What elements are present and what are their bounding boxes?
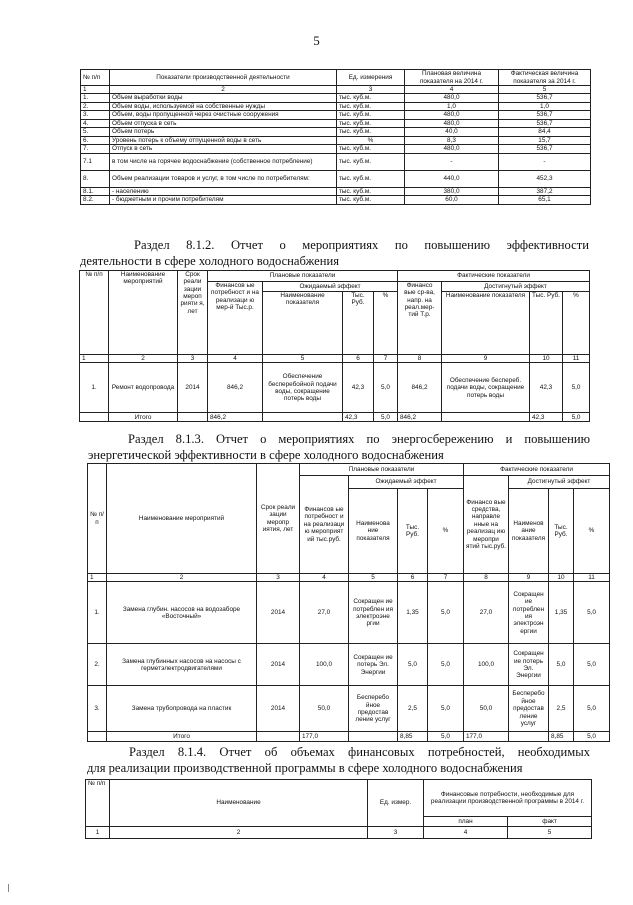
- row-measure-name: Замена трубопровода на пластик: [107, 686, 257, 732]
- row-indicator: Объем выработки воды: [110, 94, 337, 103]
- row-num: 3.: [81, 111, 110, 120]
- column-numbers-row: [88, 574, 610, 582]
- column-number: 1: [86, 827, 110, 839]
- column-number: 3: [368, 827, 424, 839]
- total-plan-finance: 846,2: [208, 413, 263, 422]
- header-fact-finance: Финансо вые средства, направле нные на реализац ию меропри ятий тыс.руб.: [464, 476, 509, 574]
- row-plan-finance: 846,2: [208, 363, 263, 413]
- total-plan-finance: 177,0: [300, 732, 349, 742]
- row-indicator: в том числе на горячее водоснабжение (собственное потребление): [110, 153, 337, 170]
- header-achieved-effect: Достигнутый эффект: [442, 282, 590, 292]
- column-number: 2: [109, 355, 178, 363]
- row-planned: 480,0: [405, 94, 499, 103]
- total-plan-percent: 5,0: [374, 413, 398, 422]
- margin-mark: [8, 884, 9, 892]
- row-measure-name: Замена глубинных насосов на насосы с герметэлектродвигателями: [107, 644, 257, 686]
- column-number: 11: [574, 574, 610, 582]
- row-actual: 387,2: [499, 187, 591, 196]
- column-number: 5: [349, 574, 398, 582]
- row-plan-percent: 5,0: [374, 363, 398, 413]
- row-indicator: - бюджетным и прочим потребителям: [110, 196, 337, 205]
- header-actual: Фактическая величина показателя за 2014 г.: [499, 70, 591, 86]
- row-fact-percent: 5,0: [574, 582, 610, 644]
- table-row: [88, 686, 610, 732]
- row-unit: %: [337, 136, 405, 145]
- row-term: 2014: [257, 582, 300, 644]
- header-expected-effect: Ожидаемый эффект: [349, 476, 464, 489]
- production-indicators-table: [80, 69, 591, 205]
- column-number: 1: [81, 86, 110, 94]
- section-814-title-line1: Раздел 8.1.4. Отчет об объемах финансовых потребностей, необходимых: [129, 745, 590, 759]
- column-number: 8: [464, 574, 509, 582]
- row-plan-indicator: Бесперебо йное предостав ление услуг: [349, 686, 398, 732]
- column-number: 1: [88, 574, 107, 582]
- row-planned: 440,0: [405, 170, 499, 187]
- column-number: 9: [442, 355, 530, 363]
- row-fact-finance: 846,2: [398, 363, 442, 413]
- column-number: 7: [428, 574, 464, 582]
- section-812-title-line2: деятельности в сфере холодного водоснабжения: [80, 254, 339, 268]
- header-achieved-effect: Достигнутый эффект: [509, 476, 610, 489]
- efficiency-measures-table: [79, 270, 590, 422]
- row-plan-percent: 5,0: [428, 582, 464, 644]
- row-actual: 84,4: [499, 128, 591, 137]
- row-fact-finance: 100,0: [464, 644, 509, 686]
- row-plan-indicator: Сокращен ие потреблен ия электроэне ргии: [349, 582, 398, 644]
- row-unit: тыс. куб.м.: [337, 94, 405, 103]
- header-num: № п/п: [88, 464, 107, 574]
- row-actual: 536,7: [499, 119, 591, 128]
- row-actual: 15,7: [499, 136, 591, 145]
- row-measure-name: Ремонт водопровода: [109, 363, 178, 413]
- row-num: 6.: [81, 136, 110, 145]
- total-label: Итого: [109, 413, 178, 422]
- row-num: 1.: [80, 363, 109, 413]
- column-number: 10: [549, 574, 574, 582]
- header-thousand-rub: Тыс. Руб.: [343, 292, 374, 355]
- section-813-title-line2: энергетической эффективности в сфере холодного водоснабжения: [88, 448, 444, 462]
- table-row: [88, 582, 610, 644]
- row-term: 2014: [257, 686, 300, 732]
- total-fact-finance: 846,2: [398, 413, 442, 422]
- header-fact: Фактические показатели: [464, 464, 610, 476]
- column-number: 5: [499, 86, 591, 94]
- header-percent-fact: %: [574, 489, 610, 574]
- row-actual: 536,7: [499, 111, 591, 120]
- table-row: [81, 111, 591, 120]
- row-num: 7.: [81, 145, 110, 154]
- column-number: 2: [110, 827, 368, 839]
- table-row: [88, 644, 610, 686]
- header-percent: %: [374, 292, 398, 355]
- header-name: Наименование мероприятий: [109, 271, 178, 355]
- column-numbers-row: [80, 355, 590, 363]
- column-number: 10: [530, 355, 563, 363]
- header-num: № п/п: [81, 70, 110, 86]
- row-plan-indicator: Обеспечение бесперебойной подачи воды, сокращение потерь воды: [263, 363, 343, 413]
- total-plan-percent: 5,0: [428, 732, 464, 742]
- row-indicator: Объем потерь: [110, 128, 337, 137]
- row-term: 2014: [257, 644, 300, 686]
- table-row: [81, 119, 591, 128]
- row-plan-percent: 5,0: [428, 686, 464, 732]
- header-num: № п/п: [80, 271, 109, 355]
- row-plan-thousand: 5,0: [398, 644, 428, 686]
- row-planned: 480,0: [405, 111, 499, 120]
- row-term: 2014: [178, 363, 208, 413]
- row-plan-finance: 100,0: [300, 644, 349, 686]
- column-number: 4: [208, 355, 263, 363]
- row-planned: 480,0: [405, 119, 499, 128]
- column-number: 3: [178, 355, 208, 363]
- column-number: 7: [374, 355, 398, 363]
- column-number: 4: [300, 574, 349, 582]
- row-planned: 60,0: [405, 196, 499, 205]
- row-indicator: - населению: [110, 187, 337, 196]
- row-unit: тыс. куб.м.: [337, 145, 405, 154]
- table-row: [81, 187, 591, 196]
- row-actual: 65,1: [499, 196, 591, 205]
- row-fact-thousand: 2,5: [549, 686, 574, 732]
- row-num: 2.: [88, 644, 107, 686]
- page-number: 5: [313, 33, 320, 48]
- column-numbers-row: [86, 827, 592, 839]
- column-numbers-row: [81, 86, 591, 94]
- header-indicator-name-fact: Наименование показателя: [442, 292, 530, 355]
- section-812-title-line1: Раздел 8.1.2. Отчет о мероприятиях по повышению эффективности: [134, 238, 589, 252]
- header-thousand-rub-fact: Тыс. Руб.: [549, 489, 574, 574]
- header-indicator: Показатели производственной деятельности: [110, 70, 337, 86]
- column-number: 11: [563, 355, 590, 363]
- financial-needs-table: [85, 779, 592, 839]
- table-row: [81, 102, 591, 111]
- column-number: 6: [343, 355, 374, 363]
- row-planned: -: [405, 153, 499, 170]
- row-planned: 480,0: [405, 145, 499, 154]
- header-expected-effect: Ожидаемый эффект: [263, 282, 398, 292]
- table-row: [80, 363, 590, 413]
- header-unit: Ед. измер.: [368, 780, 424, 827]
- row-num: 4.: [81, 119, 110, 128]
- table-row: [81, 94, 591, 103]
- section-814-title-line2: для реализации производственной программы в сфере холодного водоснабжения: [87, 761, 523, 775]
- header-thousand-rub: Тыс. Руб.: [398, 489, 428, 574]
- header-unit: Ед. измерения: [337, 70, 405, 86]
- row-unit: тыс. куб.м.: [337, 111, 405, 120]
- column-number: 3: [337, 86, 405, 94]
- total-plan-thousand: 42,3: [343, 413, 374, 422]
- header-plan-finance: Финансов ые потребност и на реализаци ю мер-й Тыс.р.: [208, 282, 263, 355]
- table-row: [81, 153, 591, 170]
- row-actual: -: [499, 153, 591, 170]
- header-financial-needs: Финансовые потребности, необходимые для реализации производственной программы в 2014 г.: [424, 780, 592, 817]
- section-813-title-line1: Раздел 8.1.3. Отчет о мероприятиях по энергосбережению и повышению: [128, 432, 590, 446]
- row-num: 8.1.: [81, 187, 110, 196]
- row-planned: 40,0: [405, 128, 499, 137]
- table-row: [81, 136, 591, 145]
- header-term: Срок реали зации мероп рияти я, лет: [178, 271, 208, 355]
- table-row: [81, 170, 591, 187]
- table-row: [81, 145, 591, 154]
- row-indicator: Уровень потерь к объему отпущенной воды в сеть: [110, 136, 337, 145]
- header-plan: Плановые показатели: [300, 464, 464, 476]
- row-num: 1.: [88, 582, 107, 644]
- row-fact-thousand: 1,35: [549, 582, 574, 644]
- row-plan-percent: 5,0: [428, 644, 464, 686]
- energy-saving-measures-table: [87, 463, 610, 742]
- header-fact: Фактические показатели: [398, 271, 590, 282]
- row-unit: тыс. куб.м.: [337, 170, 405, 187]
- total-label: Итого: [107, 732, 257, 742]
- row-planned: 380,0: [405, 187, 499, 196]
- header-planned: Плановая величина показателя на 2014 г.: [405, 70, 499, 86]
- row-plan-finance: 50,0: [300, 686, 349, 732]
- header-fact: факт: [508, 817, 592, 827]
- total-fact-percent: 5,0: [563, 413, 590, 422]
- header-plan: Плановые показатели: [208, 271, 398, 282]
- column-number: 5: [508, 827, 592, 839]
- column-number: 1: [80, 355, 109, 363]
- total-row: [88, 732, 610, 742]
- row-actual: 1,0: [499, 102, 591, 111]
- table-row: [81, 196, 591, 205]
- column-number: 5: [263, 355, 343, 363]
- row-num: 8.2.: [81, 196, 110, 205]
- column-number: 2: [107, 574, 257, 582]
- header-indicator-name-fact: Наименов ание показателя: [509, 489, 549, 574]
- header-fact-finance: Финансо вые ср-ва, напр. на реал.мер-тий Т.р.: [398, 282, 442, 355]
- row-indicator: Объем воды, используемой на собственные нужды: [110, 102, 337, 111]
- header-indicator-name: Наименование показателя: [263, 292, 343, 355]
- column-number: 8: [398, 355, 442, 363]
- header-percent: %: [428, 489, 464, 574]
- column-number: 2: [110, 86, 337, 94]
- row-indicator: Отпуск в сеть: [110, 145, 337, 154]
- row-plan-indicator: Сокращен ие потерь Эл. Энергии: [349, 644, 398, 686]
- header-plan-finance: Финансов ые потребност и на реализаци ю мероприят ий тыс.руб.: [300, 476, 349, 574]
- row-fact-percent: 5,0: [563, 363, 590, 413]
- row-fact-indicator: Бесперебо йное предостав ление услуг: [509, 686, 549, 732]
- total-fact-percent: 5,0: [574, 732, 610, 742]
- column-number: 9: [509, 574, 549, 582]
- row-unit: тыс. куб.м.: [337, 153, 405, 170]
- row-planned: 1,0: [405, 102, 499, 111]
- row-num: 7.1: [81, 153, 110, 170]
- row-fact-indicator: Обеспечение беспереб. подачи воды, сокращение потерь воды: [442, 363, 530, 413]
- row-num: 8.: [81, 170, 110, 187]
- header-num: № п/п: [86, 780, 110, 827]
- row-actual: 452,3: [499, 170, 591, 187]
- row-indicator: Объем, воды пропущенной через очистные сооружения: [110, 111, 337, 120]
- row-measure-name: Замена глубин. насосов на водозаборе «Восточный»: [107, 582, 257, 644]
- row-indicator: Объем отпуска в сеть: [110, 119, 337, 128]
- row-num: 3.: [88, 686, 107, 732]
- header-thousand-rub-fact: Тыс. Руб.: [530, 292, 563, 355]
- row-unit: тыс. куб.м.: [337, 102, 405, 111]
- row-fact-percent: 5,0: [574, 644, 610, 686]
- header-plan: план: [424, 817, 508, 827]
- header-term: Срок реали зации меропр иятия, лет: [257, 464, 300, 574]
- header-indicator-name: Наименова ние показателя: [349, 489, 398, 574]
- total-fact-thousand: 8,85: [549, 732, 574, 742]
- row-unit: тыс. куб.м.: [337, 119, 405, 128]
- row-fact-indicator: Сокращен ие потреблен ия электроэн ергии: [509, 582, 549, 644]
- row-actual: 536,7: [499, 145, 591, 154]
- row-plan-thousand: 1,35: [398, 582, 428, 644]
- row-fact-thousand: 5,0: [549, 644, 574, 686]
- row-fact-percent: 5,0: [574, 686, 610, 732]
- row-fact-thousand: 42,3: [530, 363, 563, 413]
- row-num: 5.: [81, 128, 110, 137]
- row-fact-indicator: Сокращен ие потерь Эл. Энергии: [509, 644, 549, 686]
- row-unit: тыс. куб.м.: [337, 196, 405, 205]
- column-number: 4: [405, 86, 499, 94]
- row-num: 2.: [81, 102, 110, 111]
- table-row: [81, 128, 591, 137]
- column-number: 6: [398, 574, 428, 582]
- column-number: 3: [257, 574, 300, 582]
- row-num: 1.: [81, 94, 110, 103]
- row-plan-finance: 27,0: [300, 582, 349, 644]
- row-unit: тыс. куб.м.: [337, 128, 405, 137]
- row-fact-finance: 50,0: [464, 686, 509, 732]
- row-indicator: Объем реализации товаров и услуг, в том числе по потребителям:: [110, 170, 337, 187]
- total-plan-thousand: 8,85: [398, 732, 428, 742]
- row-unit: тыс. куб.м.: [337, 187, 405, 196]
- header-name: Наименование: [110, 780, 368, 827]
- row-plan-thousand: 2,5: [398, 686, 428, 732]
- row-planned: 8,3: [405, 136, 499, 145]
- total-fact-thousand: 42,3: [530, 413, 563, 422]
- header-name: Наименование мероприятий: [107, 464, 257, 574]
- header-percent-fact: %: [563, 292, 590, 355]
- row-plan-thousand: 42,3: [343, 363, 374, 413]
- row-fact-finance: 27,0: [464, 582, 509, 644]
- column-number: 4: [424, 827, 508, 839]
- total-row: [80, 413, 590, 422]
- row-actual: 536,7: [499, 94, 591, 103]
- total-fact-finance: 177,0: [464, 732, 509, 742]
